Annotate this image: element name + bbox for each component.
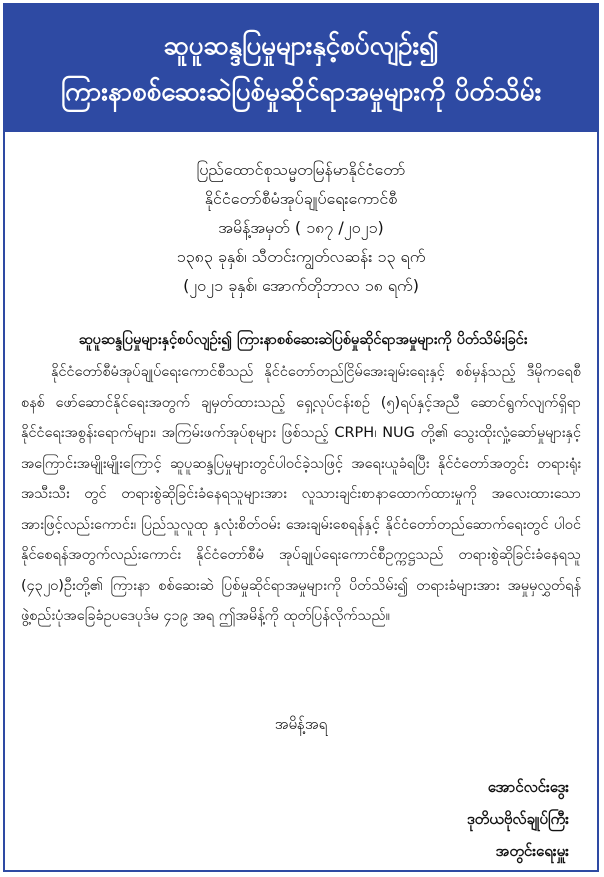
issuer-council: နိုင်ငံတော်စီမံအုပ်ချုပ်ရေးကောင်စီ — [204, 189, 398, 208]
date-gregorian: (၂၀၂၁ ခုနှစ်၊ အောက်တိုဘာလ ၁၈ ရက်) — [183, 276, 419, 295]
headline-banner — [5, 5, 597, 132]
headline-line-2: ကြားနာစစ်ဆေးဆဲပြစ်မှုဆိုင်ရာအမှုများကို ပိတ်သိမ်း — [60, 76, 542, 107]
issuer-country: ပြည်ထောင်စုသမ္မတမြန်မာနိုင်ငံတော် — [196, 160, 406, 179]
date-myanmar: ၁၃၈၃ ခုနှစ်၊ သီတင်းကျွတ်လဆန်း ၁၃ ရက် — [176, 247, 426, 266]
notice-frame — [3, 3, 599, 872]
issuer-block — [5, 155, 597, 300]
signature-block — [467, 771, 569, 867]
order-subject: ဆူပူဆန္ဒပြမှုများနှင့်စပ်လျဉ်း၍ ကြားနာစစ်ဆေးဆဲပြစ်မှုဆိုင်ရာအမှုများကို ပိတ်သိမ်းခြင်း — [78, 332, 528, 348]
signatory-rank: ဒုတိယဗိုလ်ချုပ်ကြီး — [466, 810, 569, 828]
signatory-name: အောင်လင်းဒွေး — [487, 778, 569, 796]
headline-line-1: ဆူပူဆန္ဒပြမှုများနှင့်စပ်လျဉ်း၍ — [163, 30, 439, 61]
order-body: နိုင်ငံတော်စီမံအုပ်ချုပ်ရေးကောင်စီသည် နိုင်ငံတော်တည်ငြိမ်အေးချမ်းရေးနှင့် စစ်မှန်သည့် ဒီမိုကရေစီစနစ် ဖော်ဆောင်နိုင်ရေးအတွက် ချမှတ်ထားသည့် ရှေ့လုပ်ငန်းစဉ် (၅)ရပ်နှင့်အညီ ဆောင်ရွက်လျက်ရှိရာ နိုင်ငံရေးအစွန်းရောက်များ၊ အကြမ်းဖက်အုပ်စုများ ဖြစ်သည့် CRPH၊ NUG တို့၏ သွေးထိုးလှုံ့ဆော်မှုများနှင့် အကြောင်းအမျိုးမျိုးကြောင့် ဆူပူဆန္ဒပြမှုများတွင်ပါဝင်ခဲ့သဖြင့် အရေးယူခံရပြီး နိုင်ငံတော်အတွင်း တရားရုံးအသီးသီး တွင် တရားစွဲဆိုခြင်းခံနေရသူများအား လူသားချင်းစာနာထောက်ထားမှုကို အလေးထားသောအားဖြင့်လည်းကောင်း၊ ပြည်သူလူထု နှလုံးစိတ်ဝမ်း အေးချမ်းစေရန်နှင့် နိုင်ငံတော်တည်ဆောက်ရေးတွင် ပါဝင်နိုင်စေရန်အတွက်လည်းကောင်း နိုင်ငံတော်စီမံ အုပ်ချုပ်ရေးကောင်စီဥက္ကဋ္ဌသည် တရားစွဲဆိုခြင်းခံနေရသူ (၄၃၂၀)ဦးတို့၏ ကြားနာ စစ်ဆေးဆဲ ပြစ်မှုဆိုင်ရာအမှုများကို ပိတ်သိမ်း၍ တရားခံများအား အမှုမှလွှတ်ရန် ဖွဲ့စည်းပုံအခြေခံဥပဒေပုဒ်မ ၄၁၉ အရ ဤအမိန့်ကို ထုတ်ပြန်လိုက်သည်။ — [21, 364, 581, 624]
signatory-title: အတွင်းရေးမှူး — [495, 842, 569, 860]
order-number: အမိန့်အမှတ် ( ၁၈၇ /၂၀၂၁) — [218, 218, 384, 237]
closing-line: အမိန့်အရ — [274, 715, 328, 733]
